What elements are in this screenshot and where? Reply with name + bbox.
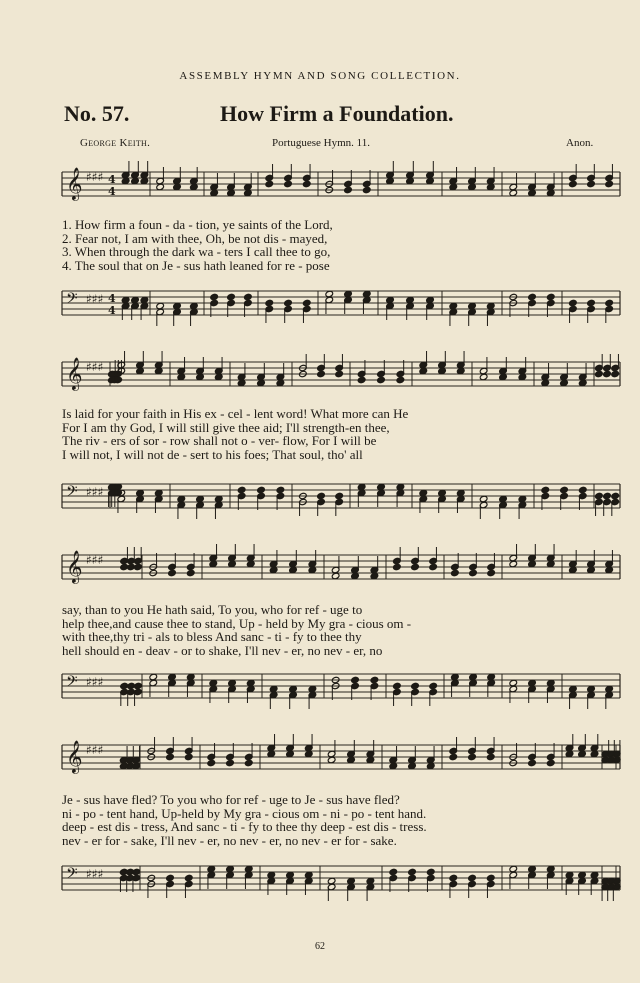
note-head xyxy=(396,376,405,383)
bass-staff xyxy=(62,866,620,890)
note-head xyxy=(265,180,274,187)
verse-block xyxy=(62,793,620,847)
page-number: 62 xyxy=(315,941,325,952)
treble-clef-icon: 𝄞 xyxy=(66,740,83,773)
note-head xyxy=(244,759,253,766)
note-head xyxy=(546,293,555,300)
verse-line: 2. Fear not, I am with thee, Oh, be not dis - mayed, xyxy=(62,230,328,246)
note-head xyxy=(528,759,537,766)
note-head xyxy=(265,299,274,306)
verse-line: For I am thy God, I will still give thee aid; I'll strength-en thee, xyxy=(62,419,390,435)
verse-line: 4. The soul that on Je - sus hath leaned for re - pose xyxy=(62,257,330,273)
note-head xyxy=(389,868,398,875)
note-head xyxy=(603,370,612,377)
note-head xyxy=(351,676,360,683)
note-head xyxy=(276,486,285,493)
bass-clef-icon: 𝄢 xyxy=(66,483,78,504)
verse-line: 1. How firm a foun - da - tion, ye saints of the Lord, xyxy=(62,217,333,232)
hymn-title: How Firm a Foundation. xyxy=(220,101,454,126)
verse-line: help thee,and cause thee to stand, Up - held by My gra - cious om - xyxy=(62,615,412,631)
note-head xyxy=(227,293,236,300)
treble-staff xyxy=(62,167,620,200)
verse-line: deep - est dis - tress, And sanc - ti - fy to thee thy deep - est dis - tress. xyxy=(62,819,427,835)
running-title: ASSEMBLY HYMN AND SONG COLLECTION. xyxy=(179,70,461,82)
bass-clef-icon: 𝄢 xyxy=(66,290,78,311)
note-head xyxy=(451,569,460,576)
note-head xyxy=(370,676,379,683)
treble-staff xyxy=(62,357,620,390)
note-head xyxy=(393,682,402,689)
note-head xyxy=(528,293,537,300)
key-signature-icon: ♯♯♯ xyxy=(86,675,104,689)
note-head xyxy=(166,753,175,760)
key-signature-icon: ♯♯♯ xyxy=(86,170,104,184)
note-head xyxy=(611,492,620,499)
note-head xyxy=(393,563,402,570)
note-head xyxy=(595,370,604,377)
note-head xyxy=(166,874,175,881)
note-head xyxy=(377,376,386,383)
verse-line: Is laid for your faith in His ex - cel - lent word! What more can He xyxy=(62,406,409,421)
treble-clef-icon: 𝄞 xyxy=(66,550,83,583)
note-head xyxy=(134,563,143,570)
note-head xyxy=(449,753,458,760)
note-head xyxy=(569,180,578,187)
verse-block xyxy=(62,407,620,461)
note-head xyxy=(302,299,311,306)
note-head xyxy=(541,486,550,493)
note-head xyxy=(184,874,193,881)
note-head xyxy=(429,682,438,689)
bass-staff xyxy=(62,674,620,698)
verse-block xyxy=(62,603,620,657)
treble-clef-icon: 𝄞 xyxy=(66,357,83,390)
verse-line: ni - po - tent hand, Up-held by My gra - cious om - ni - po - tent hand. xyxy=(62,805,427,821)
bass-clef-icon: 𝄢 xyxy=(66,865,78,886)
note-head xyxy=(257,486,266,493)
note-head xyxy=(595,492,604,499)
note-head xyxy=(408,868,417,875)
note-head xyxy=(468,874,477,881)
key-signature-icon: ♯♯♯ xyxy=(86,743,104,757)
note-head xyxy=(411,682,420,689)
note-head xyxy=(486,874,495,881)
tune-credit: Portuguese Hymn. 11. xyxy=(272,137,370,149)
note-head xyxy=(486,753,495,760)
note-head xyxy=(587,299,596,306)
note-head xyxy=(362,186,371,193)
time-signature: 4 xyxy=(108,173,116,186)
note-head xyxy=(605,299,614,306)
note-head xyxy=(207,759,216,766)
note-head xyxy=(168,569,177,576)
note-head xyxy=(411,563,420,570)
note-head xyxy=(587,180,596,187)
note-head xyxy=(429,563,438,570)
note-head xyxy=(603,492,612,499)
verse-line: with thee,thy tri - als to bless And sanc - ti - fy to thee thy xyxy=(62,629,362,645)
key-signature-icon: ♯♯♯ xyxy=(86,553,104,567)
hymn-number: No. 57. xyxy=(64,101,130,126)
note-head xyxy=(468,753,477,760)
key-signature-icon: ♯♯♯ xyxy=(86,360,104,374)
note-head xyxy=(449,874,458,881)
note-head xyxy=(605,180,614,187)
time-signature: 4 xyxy=(108,304,116,317)
key-signature-icon: ♯♯♯ xyxy=(86,867,104,881)
treble-staff xyxy=(62,550,620,583)
verse-line: hell should en - deav - or to shake, I'll nev - er, no nev - er, no xyxy=(62,642,383,658)
note-head xyxy=(302,180,311,187)
note-head xyxy=(186,569,195,576)
note-head xyxy=(134,682,143,689)
note-head xyxy=(237,486,246,493)
note-head xyxy=(357,376,366,383)
bass-staff xyxy=(62,484,620,508)
verse-line: Je - sus have fled? To you who for ref - uge to Je - sus have fled? xyxy=(62,792,400,807)
note-head xyxy=(426,868,435,875)
note-head xyxy=(244,293,253,300)
note-head xyxy=(317,370,326,377)
verse-block xyxy=(62,218,620,272)
verse-line: The riv - ers of sor - row shall not o - ver- flow, For I will be xyxy=(62,433,377,449)
key-signature-icon: ♯♯♯ xyxy=(86,292,104,306)
verse-line: I will not, I will not de - sert to his foes; That soul, tho' all xyxy=(62,446,363,462)
bass-clef-icon: 𝄢 xyxy=(66,673,78,694)
note-head xyxy=(469,569,478,576)
note-head xyxy=(335,492,344,499)
note-head xyxy=(210,293,219,300)
verse-line: say, than to you He hath said, To you, who for ref - uge to xyxy=(62,602,363,617)
note-head xyxy=(578,486,587,493)
note-head xyxy=(560,486,569,493)
key-signature-icon: ♯♯♯ xyxy=(86,485,104,499)
note-head xyxy=(569,299,578,306)
author-credit: George Keith. xyxy=(80,137,151,149)
note-head xyxy=(344,186,353,193)
verse-line: nev - er for - sake, I'll nev - er, no nev - er, no nev - er for - sake. xyxy=(62,832,397,848)
note-head xyxy=(487,569,496,576)
note-head xyxy=(184,753,193,760)
note-head xyxy=(546,759,555,766)
verse-line: 3. When through the dark wa - ters I call thee to go, xyxy=(62,244,331,260)
bass-staff xyxy=(62,291,620,315)
note-head xyxy=(226,759,235,766)
time-signature: 4 xyxy=(108,292,116,305)
note-head xyxy=(611,370,620,377)
note-head xyxy=(317,492,326,499)
composer-credit: Anon. xyxy=(566,137,594,149)
time-signature: 4 xyxy=(108,185,116,198)
note-head xyxy=(284,299,293,306)
note-head xyxy=(335,370,344,377)
note-head xyxy=(284,180,293,187)
treble-staff xyxy=(62,740,620,773)
treble-clef-icon: 𝄞 xyxy=(66,167,83,200)
